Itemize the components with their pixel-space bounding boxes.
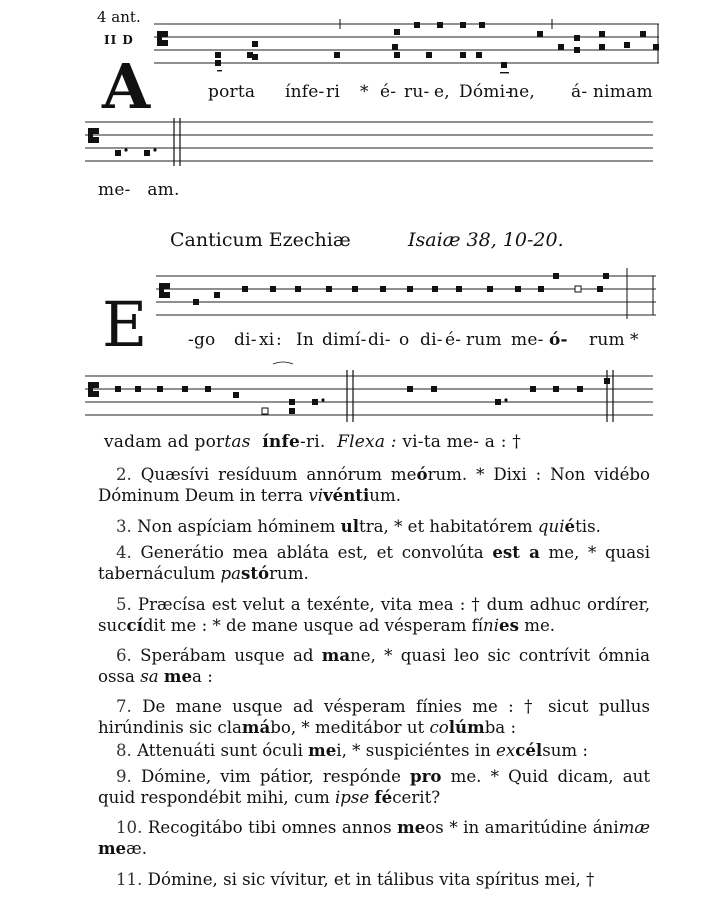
canticle-reference: Isaiæ 38, 10-20. bbox=[408, 229, 564, 251]
verse bbox=[98, 542, 650, 584]
verse-line: 2. Quæsívi resíduum annórum meórum. * Dixi : Non vidébo bbox=[116, 464, 650, 484]
verse-number: 4. bbox=[116, 543, 141, 562]
verse-line: 8. Attenuáti sunt óculi mei, * suspiciéntes in excélsum : bbox=[116, 740, 588, 760]
verse bbox=[98, 594, 650, 636]
syllable: : bbox=[276, 330, 282, 350]
canticle-staff-1 bbox=[156, 264, 656, 324]
syllable: In bbox=[296, 330, 315, 350]
canticle-staff-2 bbox=[85, 356, 653, 426]
syllable: -go bbox=[188, 330, 216, 350]
verse-number: 2. bbox=[116, 465, 141, 484]
syllable: rum bbox=[466, 330, 502, 350]
syllable: o bbox=[399, 330, 410, 350]
verse-line: hirúndinis sic clamábo, * meditábor ut colúmba : bbox=[98, 717, 517, 737]
canticle-initial: E bbox=[102, 288, 148, 361]
syllable: ri bbox=[326, 82, 340, 102]
verse bbox=[98, 766, 650, 808]
canticle-title: Canticum Ezechiæ bbox=[170, 229, 351, 251]
verse-line: succídit me : * de mane usque ad vésperam fínies me. bbox=[98, 615, 556, 635]
verse-number: 6. bbox=[116, 646, 141, 665]
syllable: e, bbox=[434, 82, 450, 102]
syllable: * bbox=[630, 330, 639, 350]
syllable: di- bbox=[234, 330, 257, 350]
syllable: me- bbox=[98, 180, 131, 200]
verse-line: 5. Præcísa est velut a texénte, vita mea : † dum adhuc ordírer, bbox=[116, 595, 651, 614]
verse-number: 5. bbox=[116, 595, 138, 614]
syllable: rum bbox=[589, 330, 625, 350]
syllable: xi bbox=[259, 330, 275, 350]
verse-line: meæ. bbox=[98, 838, 147, 858]
antiphon-mode: II D bbox=[104, 33, 134, 47]
syllable: nimam bbox=[593, 82, 653, 102]
syllable: é- bbox=[380, 82, 397, 102]
syllable: ne, bbox=[508, 82, 536, 102]
syllable: é- bbox=[445, 330, 462, 350]
verse bbox=[98, 645, 650, 687]
verse-line: quid respondébit mihi, cum ipse fécerit? bbox=[98, 787, 441, 807]
verse bbox=[98, 696, 650, 738]
syllable: * bbox=[360, 82, 369, 102]
syllable: am. bbox=[147, 180, 180, 200]
verse-number: 8. bbox=[116, 741, 138, 760]
verse-number: 10. bbox=[116, 818, 148, 837]
syllable: á- bbox=[571, 82, 588, 102]
syllable: ínfe- bbox=[285, 82, 325, 102]
verse bbox=[98, 740, 650, 761]
syllable: dimí- bbox=[322, 330, 367, 350]
syllable: me- bbox=[511, 330, 544, 350]
verse-number: 11. bbox=[116, 870, 148, 889]
syllable: porta bbox=[208, 82, 256, 102]
verse-number: 3. bbox=[116, 517, 138, 536]
neumes bbox=[157, 22, 659, 73]
verse bbox=[98, 516, 650, 537]
antiphon-number: 4 ant. bbox=[97, 8, 141, 26]
antiphon-initial: A bbox=[102, 50, 151, 123]
verse-line: 10. Recogitábo tibi omnes annos meos * in amaritúdine ánimæ bbox=[116, 817, 650, 837]
syllable: Dómi- bbox=[459, 82, 512, 102]
verse-line: Dóminum Deum in terra vivéntium. bbox=[98, 485, 401, 505]
verse-line: 11. Dómine, si sic vívitur, et in tálibus vita spíritus mei, † bbox=[116, 870, 595, 889]
verse bbox=[98, 817, 650, 859]
syllable: ru- bbox=[404, 82, 430, 102]
verse-line: 4. Generátio mea abláta est, et convolúta est a me, * quasi bbox=[116, 542, 651, 562]
verse-number: 9. bbox=[116, 767, 141, 786]
verse-line: 9. Dómine, vim pátior, respónde pro me. * Quid dicam, aut bbox=[116, 766, 650, 786]
antiphon-lyrics-2 bbox=[98, 180, 180, 200]
syllable: di- bbox=[368, 330, 391, 350]
antiphon-staff-2 bbox=[85, 116, 653, 166]
verse-number: 7. bbox=[116, 697, 143, 716]
syllable: ó- bbox=[549, 330, 568, 350]
verse-line: tabernáculum pastórum. bbox=[98, 563, 309, 583]
antiphon-staff-1 bbox=[154, 14, 659, 74]
syllable: di- bbox=[420, 330, 443, 350]
canticle-lyrics-2: vadam ad portas ínfe-ri. Flexa : vi-ta me- a : † bbox=[104, 432, 521, 452]
verse bbox=[98, 464, 650, 506]
verse-line: 7. De mane usque ad vésperam fínies me : † sicut pullus bbox=[116, 697, 650, 716]
verse bbox=[98, 869, 650, 890]
verse-line: ossa sa mea : bbox=[98, 666, 213, 686]
verse-line: 6. Sperábam usque ad mane, * quasi leo sic contrívit ómnia bbox=[116, 645, 651, 665]
verse-line: 3. Non aspíciam hóminem ultra, * et habitatórem quiétis. bbox=[116, 516, 601, 536]
